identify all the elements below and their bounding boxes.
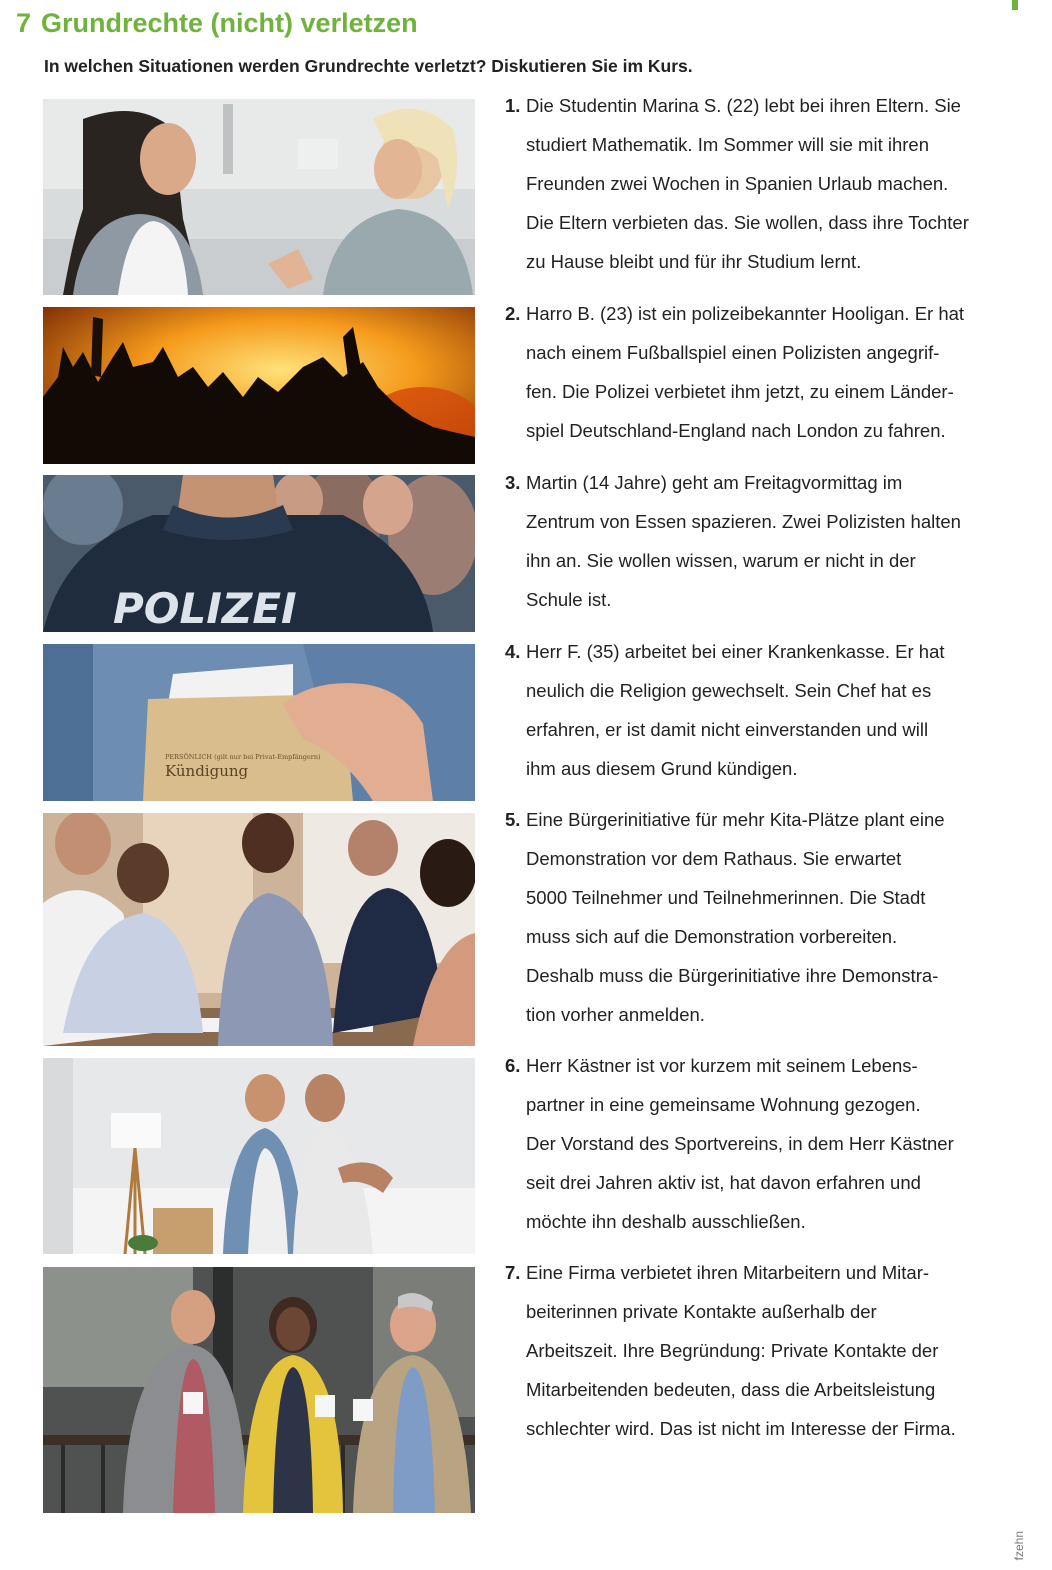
item-text: Martin (14 Jahre) geht am Freitagvormittag im Zentrum von Essen spazieren. Zwei Polizisten halten ihn an. Sie wollen wissen, warum er nicht in der Schule ist. bbox=[526, 472, 961, 610]
item-text: Harro B. (23) ist ein polizeibekannter Hooligan. Er hat nach einem Fußballspiel einen Polizisten angegrif- fen. Die Polizei verbietet ihm jetzt, zu einem Länder- spiel Deutschland-England nach London zu fahren. bbox=[526, 303, 965, 441]
envelope-title: Kündigung bbox=[165, 762, 249, 780]
item-text: Herr F. (35) arbeitet bei einer Krankenkasse. Er hat neulich die Religion gewechselt. Sein Chef hat es erfahren, er ist damit nicht einverstanden und will ihm aus diesem Grund kündigen. bbox=[526, 641, 945, 779]
situation-item-5 bbox=[505, 800, 1005, 1034]
photo-colleagues-coffee bbox=[43, 1267, 475, 1513]
item-number: 4. bbox=[505, 641, 521, 662]
item-number: 1. bbox=[505, 95, 521, 116]
photo-couple-new-home bbox=[43, 1058, 475, 1254]
page-footer: fzehn bbox=[1012, 1530, 1026, 1560]
situation-item-6 bbox=[505, 1046, 1005, 1241]
exercise-title: Grundrechte (nicht) verletzen bbox=[41, 8, 418, 38]
photo-mother-daughter-argument bbox=[43, 99, 475, 295]
item-number: 7. bbox=[505, 1262, 521, 1283]
page-title bbox=[16, 8, 418, 39]
police-jacket-text: POLIZEI bbox=[113, 584, 297, 632]
item-text: Herr Kästner ist vor kurzem mit seinem Lebens- partner in eine gemeinsame Wohnung gezogen. Der Vorstand des Sportvereins, in dem Herr Kästner seit drei Jahren aktiv ist, hat davon erfahren und möchte ihn deshalb ausschließen. bbox=[526, 1055, 954, 1232]
situation-item-3 bbox=[505, 463, 1005, 619]
photo-citizens-initiative-meeting bbox=[43, 813, 475, 1046]
photo-hooligans-fire bbox=[43, 307, 475, 464]
item-number: 2. bbox=[505, 303, 521, 324]
item-text: Eine Bürgerinitiative für mehr Kita-Plätze plant eine Demonstration vor dem Rathaus. Sie erwartet 5000 Teilnehmer und Teilnehmerinnen. Die Stadt muss sich auf die Demonstration vorbereiten. Deshalb muss die Bürgerinitiative ihre Demonstra- tion vorher anmelden. bbox=[526, 809, 945, 1025]
envelope-small-text: PERSÖNLICH (gilt nur bei Privat-Empfängern) bbox=[165, 753, 321, 761]
item-number: 5. bbox=[505, 809, 521, 830]
item-number: 6. bbox=[505, 1055, 521, 1076]
situation-item-1 bbox=[505, 86, 1005, 281]
photo-police-officer bbox=[43, 475, 475, 632]
accent-bar bbox=[1012, 0, 1018, 10]
exercise-number: 7 bbox=[16, 8, 32, 38]
photo-termination-envelope bbox=[43, 644, 475, 801]
item-text: Die Studentin Marina S. (22) lebt bei ihren Eltern. Sie studiert Mathematik. Im Sommer will sie mit ihren Freunden zwei Wochen in Spanien Urlaub machen. Die Eltern verbieten das. Sie wollen, dass ihre Tochter zu Hause bleibt und für ihr Studium lernt. bbox=[526, 95, 969, 272]
situation-item-4 bbox=[505, 632, 1005, 788]
instruction: In welchen Situationen werden Grundrechte verletzt? Diskutieren Sie im Kurs. bbox=[44, 56, 693, 76]
situation-item-2 bbox=[505, 294, 1005, 450]
item-number: 3. bbox=[505, 472, 521, 493]
situation-item-7 bbox=[505, 1253, 1005, 1448]
item-text: Eine Firma verbietet ihren Mitarbeitern und Mitar- beiterinnen private Kontakte außerhalb der Arbeitszeit. Ihre Begründung: Private Kontakte der Mitarbeitenden bedeuten, dass die Arbeitsleistung schlechter wird. Das ist nicht im Interesse der Firma. bbox=[526, 1262, 956, 1439]
